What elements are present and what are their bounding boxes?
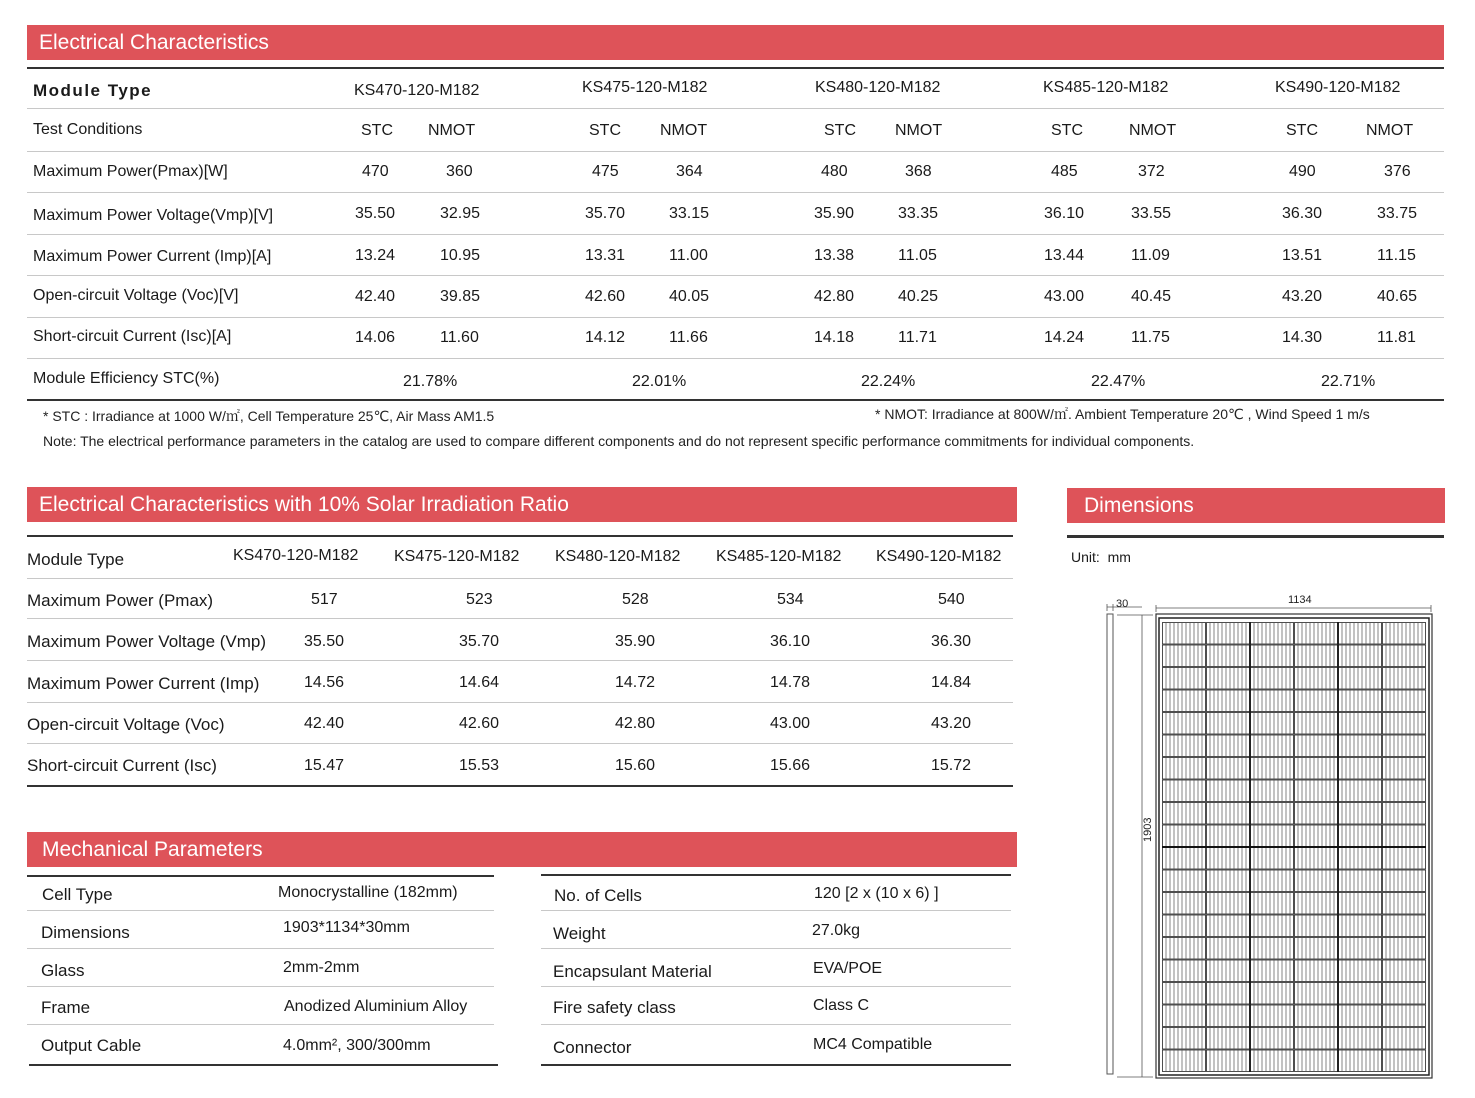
divider: [541, 910, 1011, 911]
value-cell: 14.30: [1282, 329, 1323, 346]
divider: [27, 399, 1444, 401]
value-cell: 11.71: [898, 329, 937, 346]
value-cell: 517: [311, 591, 338, 608]
row-label: Maximum Power Current (Imp): [27, 674, 260, 693]
value-cell: 42.60: [459, 715, 500, 732]
model-name: KS470-120-M182: [233, 547, 359, 564]
row-label: Maximum Power (Pmax): [27, 591, 214, 610]
value-cell: 534: [777, 591, 804, 608]
irradiation-title: Electrical Characteristics with 10% Solar Irradiation Ratio: [39, 492, 569, 516]
value-cell: 11.00: [669, 247, 708, 264]
row-label: Open-circuit Voltage (Voc)[V]: [33, 287, 239, 304]
value-cell: 33.55: [1131, 205, 1172, 222]
value-cell: 14.12: [585, 329, 626, 346]
stc-note: * STC : Irradiance at 1000 W/㎡, Cell Temperature 25℃, Air Mass AM1.5: [43, 408, 495, 424]
param-label: Encapsulant Material: [553, 962, 712, 981]
param-value: 120 [2 x (10 x 6) ]: [814, 885, 939, 902]
value-cell: 36.10: [770, 633, 811, 650]
value-cell: 42.60: [585, 288, 626, 305]
model-name: KS470-120-M182: [354, 82, 480, 99]
value-cell: 33.15: [669, 205, 710, 222]
model-name: KS490-120-M182: [876, 548, 1002, 565]
divider: [27, 785, 1013, 787]
unit-label: Unit: mm: [1071, 549, 1131, 565]
performance-note: Note: The electrical performance parameters in the catalog are used to compare different components and do not represent specific performance commitments for individual components.: [43, 433, 1195, 449]
divider: [27, 317, 1444, 318]
efficiency-label: Module Efficiency STC(%): [33, 370, 220, 387]
value-cell: 40.45: [1131, 288, 1172, 305]
divider: [27, 578, 1013, 579]
row-label: Short-circuit Current (Isc)[A]: [33, 328, 232, 345]
value-cell: 35.70: [459, 633, 500, 650]
value-cell: 11.05: [898, 247, 937, 264]
value-cell: 40.65: [1377, 288, 1418, 305]
value-cell: 35.50: [304, 633, 345, 650]
divider: [27, 875, 494, 877]
value-cell: 36.10: [1044, 205, 1085, 222]
value-cell: 42.80: [615, 715, 656, 732]
mechanical-header: [27, 832, 1017, 867]
value-cell: 368: [905, 163, 932, 180]
divider: [29, 1064, 498, 1066]
model-name: KS485-120-M182: [716, 548, 842, 565]
value-cell: 480: [821, 163, 848, 180]
value-cell: 32.95: [440, 205, 481, 222]
value-cell: 43.00: [770, 715, 811, 732]
model-name: KS490-120-M182: [1275, 79, 1401, 96]
efficiency-value: 22.24%: [861, 373, 916, 390]
model-name: KS485-120-M182: [1043, 79, 1169, 96]
value-cell: 33.35: [898, 205, 939, 222]
divider: [27, 910, 494, 911]
row-label: Maximum Power Voltage (Vmp): [27, 632, 267, 651]
thickness-dimension-label: 30: [1116, 598, 1129, 610]
value-cell: 36.30: [931, 633, 972, 650]
divider: [27, 535, 1013, 537]
row-label: Short-circuit Current (Isc): [27, 756, 217, 775]
value-cell: 42.80: [814, 288, 855, 305]
value-cell: 485: [1051, 163, 1078, 180]
divider: [27, 660, 1013, 661]
value-cell: 528: [622, 591, 649, 608]
value-cell: 35.70: [585, 205, 626, 222]
value-cell: 14.72: [615, 674, 656, 691]
efficiency-value: 22.71%: [1321, 373, 1376, 390]
model-name: KS480-120-M182: [555, 548, 681, 565]
value-cell: 43.20: [931, 715, 972, 732]
height-dimension-label: 1903: [1142, 817, 1154, 842]
value-cell: 372: [1138, 163, 1165, 180]
value-cell: 11.66: [669, 329, 708, 346]
model-name: KS480-120-M182: [815, 79, 941, 96]
param-label: Output Cable: [41, 1036, 142, 1055]
divider: [27, 151, 1444, 152]
efficiency-value: 22.01%: [632, 373, 687, 390]
param-label: Connector: [553, 1038, 632, 1057]
value-cell: 13.44: [1044, 247, 1085, 264]
divider: [27, 702, 1013, 703]
divider: [541, 1064, 1011, 1066]
efficiency-value: 21.78%: [403, 373, 458, 390]
value-cell: 33.75: [1377, 205, 1418, 222]
value-cell: 14.06: [355, 329, 396, 346]
value-cell: 15.60: [615, 757, 656, 774]
param-label: Fire safety class: [553, 998, 676, 1017]
efficiency-value: 22.47%: [1091, 373, 1146, 390]
value-cell: 11.60: [440, 329, 479, 346]
test-conditions-label: Test Conditions: [33, 121, 143, 138]
divider: [541, 1024, 1011, 1025]
stc-label: STC: [824, 122, 856, 139]
param-value: 1903*1134*30mm: [283, 919, 410, 936]
stc-label: STC: [361, 122, 393, 139]
param-value: MC4 Compatible: [813, 1036, 933, 1053]
divider: [27, 986, 494, 987]
param-label: Weight: [553, 924, 606, 943]
divider: [27, 948, 494, 949]
nmot-label: NMOT: [660, 122, 708, 139]
param-value: 2mm-2mm: [283, 959, 360, 976]
value-cell: 40.05: [669, 288, 710, 305]
divider: [27, 67, 1444, 69]
value-cell: 14.84: [931, 674, 972, 691]
param-label: Cell Type: [42, 885, 113, 904]
model-name: KS475-120-M182: [582, 79, 708, 96]
divider: [1067, 535, 1444, 538]
value-cell: 15.47: [304, 757, 345, 774]
nmot-label: NMOT: [895, 122, 943, 139]
param-value: Monocrystalline (182mm): [278, 884, 458, 901]
mechanical-title: Mechanical Parameters: [42, 837, 263, 861]
divider: [541, 948, 1011, 949]
divider: [27, 275, 1444, 276]
param-value: Anodized Aluminium Alloy: [284, 998, 468, 1015]
electrical-characteristics-title: Electrical Characteristics: [39, 30, 269, 54]
nmot-label: NMOT: [1129, 122, 1177, 139]
divider: [27, 234, 1444, 235]
value-cell: 35.90: [615, 633, 656, 650]
row-label: Open-circuit Voltage (Voc): [27, 715, 225, 734]
value-cell: 15.53: [459, 757, 500, 774]
divider: [541, 874, 1011, 876]
dimensions-header: [1067, 488, 1445, 523]
value-cell: 470: [362, 163, 389, 180]
divider: [27, 192, 1444, 193]
value-cell: 14.18: [814, 329, 855, 346]
value-cell: 13.24: [355, 247, 396, 264]
value-cell: 13.51: [1282, 247, 1323, 264]
divider: [27, 1024, 494, 1025]
param-label: No. of Cells: [554, 886, 642, 905]
row-label: Maximum Power Voltage(Vmp)[V]: [33, 207, 274, 224]
value-cell: 376: [1384, 163, 1411, 180]
value-cell: 13.31: [585, 247, 626, 264]
electrical-characteristics-header: [27, 25, 1444, 60]
row-label: Maximum Power(Pmax)[W]: [33, 163, 228, 180]
value-cell: 42.40: [355, 288, 396, 305]
model-name: KS475-120-M182: [394, 548, 520, 565]
stc-label: STC: [589, 122, 621, 139]
value-cell: 360: [446, 163, 473, 180]
param-value: 27.0kg: [812, 922, 861, 939]
divider: [541, 986, 1011, 987]
width-dimension-label: 1134: [1288, 594, 1312, 606]
value-cell: 540: [938, 591, 965, 608]
value-cell: 14.78: [770, 674, 811, 691]
module-type-label: Module Type: [33, 81, 153, 100]
stc-label: STC: [1286, 122, 1318, 139]
nmot-note: * NMOT: Irradiance at 800W/㎡. Ambient Temperature 20℃ , Wind Speed 1 m/s: [875, 406, 1370, 422]
row-label: Maximum Power Current (Imp)[A]: [33, 248, 272, 265]
value-cell: 35.90: [814, 205, 855, 222]
nmot-label: NMOT: [428, 122, 476, 139]
param-value: 4.0mm², 300/300mm: [283, 1037, 431, 1054]
value-cell: 43.00: [1044, 288, 1085, 305]
value-cell: 11.09: [1131, 247, 1170, 264]
value-cell: 15.72: [931, 757, 972, 774]
param-value: EVA/POE: [813, 960, 883, 977]
param-label: Frame: [41, 998, 91, 1017]
value-cell: 523: [466, 591, 493, 608]
value-cell: 14.24: [1044, 329, 1085, 346]
value-cell: 13.38: [814, 247, 855, 264]
param-label: Dimensions: [41, 923, 130, 942]
value-cell: 42.40: [304, 715, 345, 732]
value-cell: 35.50: [355, 205, 396, 222]
param-label: Glass: [41, 961, 85, 980]
value-cell: 11.15: [1377, 247, 1416, 264]
value-cell: 11.81: [1377, 329, 1416, 346]
value-cell: 10.95: [440, 247, 481, 264]
value-cell: 475: [592, 163, 619, 180]
module-type-label: Module Type: [27, 550, 125, 569]
value-cell: 14.64: [459, 674, 500, 691]
panel-dimension-drawing: [1095, 590, 1440, 1090]
value-cell: 15.66: [770, 757, 811, 774]
value-cell: 490: [1289, 163, 1316, 180]
value-cell: 43.20: [1282, 288, 1323, 305]
divider: [27, 618, 1013, 619]
divider: [27, 108, 1444, 109]
value-cell: 14.56: [304, 674, 345, 691]
stc-label: STC: [1051, 122, 1083, 139]
param-value: Class C: [813, 997, 870, 1014]
value-cell: 40.25: [898, 288, 939, 305]
value-cell: 39.85: [440, 288, 481, 305]
irradiation-header: [27, 487, 1017, 522]
nmot-label: NMOT: [1366, 122, 1414, 139]
divider: [27, 358, 1444, 359]
value-cell: 364: [676, 163, 703, 180]
value-cell: 11.75: [1131, 329, 1170, 346]
divider: [27, 743, 1013, 744]
value-cell: 36.30: [1282, 205, 1323, 222]
dimensions-title: Dimensions: [1084, 493, 1194, 517]
